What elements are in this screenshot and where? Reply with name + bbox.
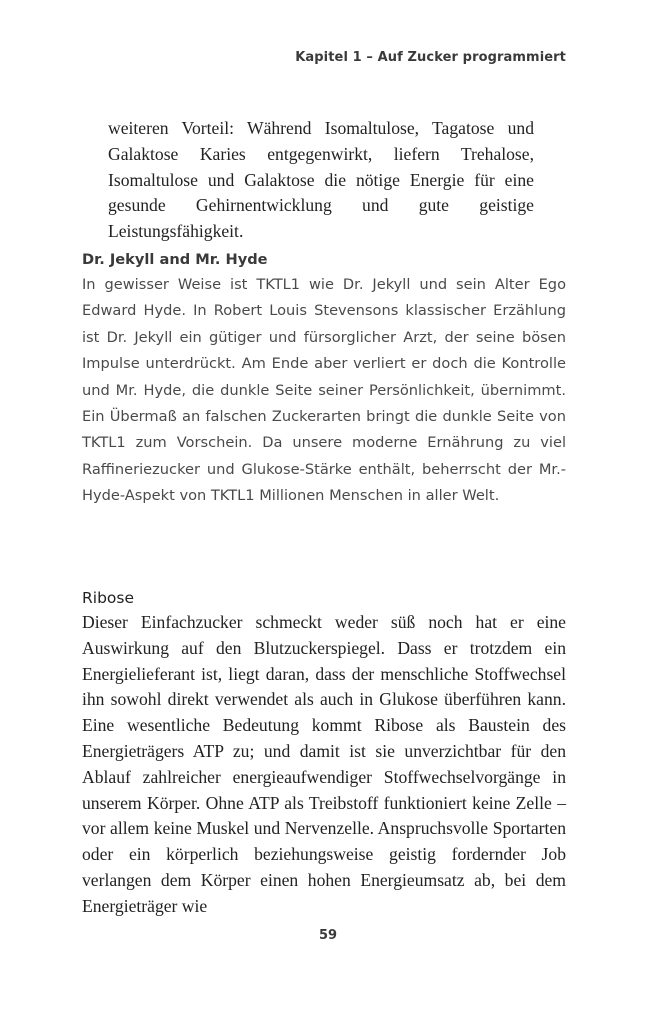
jekyll-hyde-section — [82, 248, 566, 510]
jekyll-hyde-paragraph: In gewisser Weise ist TKTL1 wie Dr. Jekyll und sein Alter Ego Edward Hyde. In Robert Louis Stevensons klassischer Erzählung ist Dr. Jekyll ein gütiger und fürsorglicher Arzt, der seine bösen Impulse unterdrückt. Am Ende aber verliert er doch die Kontrolle und Mr. Hyde, die dunkle Seite seiner Persönlichkeit, übernimmt. Ein Übermaß an falschen Zuckerarten bringt die dunkle Seite von TKTL1 zum Vorschein. Da unsere moderne Ernährung zu viel Raffineriezucker und Glukose-Stärke enthält, beherrscht der Mr.-Hyde-Aspekt von TKTL1 Millionen Menschen in aller Welt. — [82, 276, 566, 505]
ribose-paragraph: Dieser Einfachzucker schmeckt weder süß noch hat er eine Auswirkung auf den Blutzuckerspiegel. Dass er trotzdem ein Energielieferant ist, liegt daran, dass der menschliche Stoffwechsel ihn sowohl direkt verwendet als auch in Glukose überführen kann. Eine wesentliche Bedeutung kommt Ribose als Baustein des Energieträgers ATP zu; und damit ist sie unverzichtbar für den Ablauf zahlreicher energieaufwendiger Stoffwechselvorgänge in unserem Körper. Ohne ATP als Treibstoff funktioniert keine Zelle – vor allem keine Muskel und Nervenzelle. Anspruchsvolle Sportarten oder ein körperlich beziehungsweise geistig fordernder Job verlangen dem Körper einen hohen Energieumsatz ab, bei dem Energieträger wie — [82, 612, 566, 916]
page-number: 59 — [318, 928, 338, 943]
running-header: Kapitel 1 – Auf Zucker programmiert — [295, 50, 566, 65]
section-heading-jekyll-hyde: Dr. Jekyll and Mr. Hyde — [82, 251, 268, 268]
section-heading-ribose: Ribose — [82, 589, 135, 607]
intro-paragraph: weiteren Vorteil: Während Isomaltulose, Tagatose und Galaktose Karies entgegenwirkt, liefern Trehalose, Isomaltulose und Galaktose die nötige Energie für eine gesunde Gehirnentwicklung und gute geistige Leistungsfähigkeit. — [108, 118, 534, 242]
